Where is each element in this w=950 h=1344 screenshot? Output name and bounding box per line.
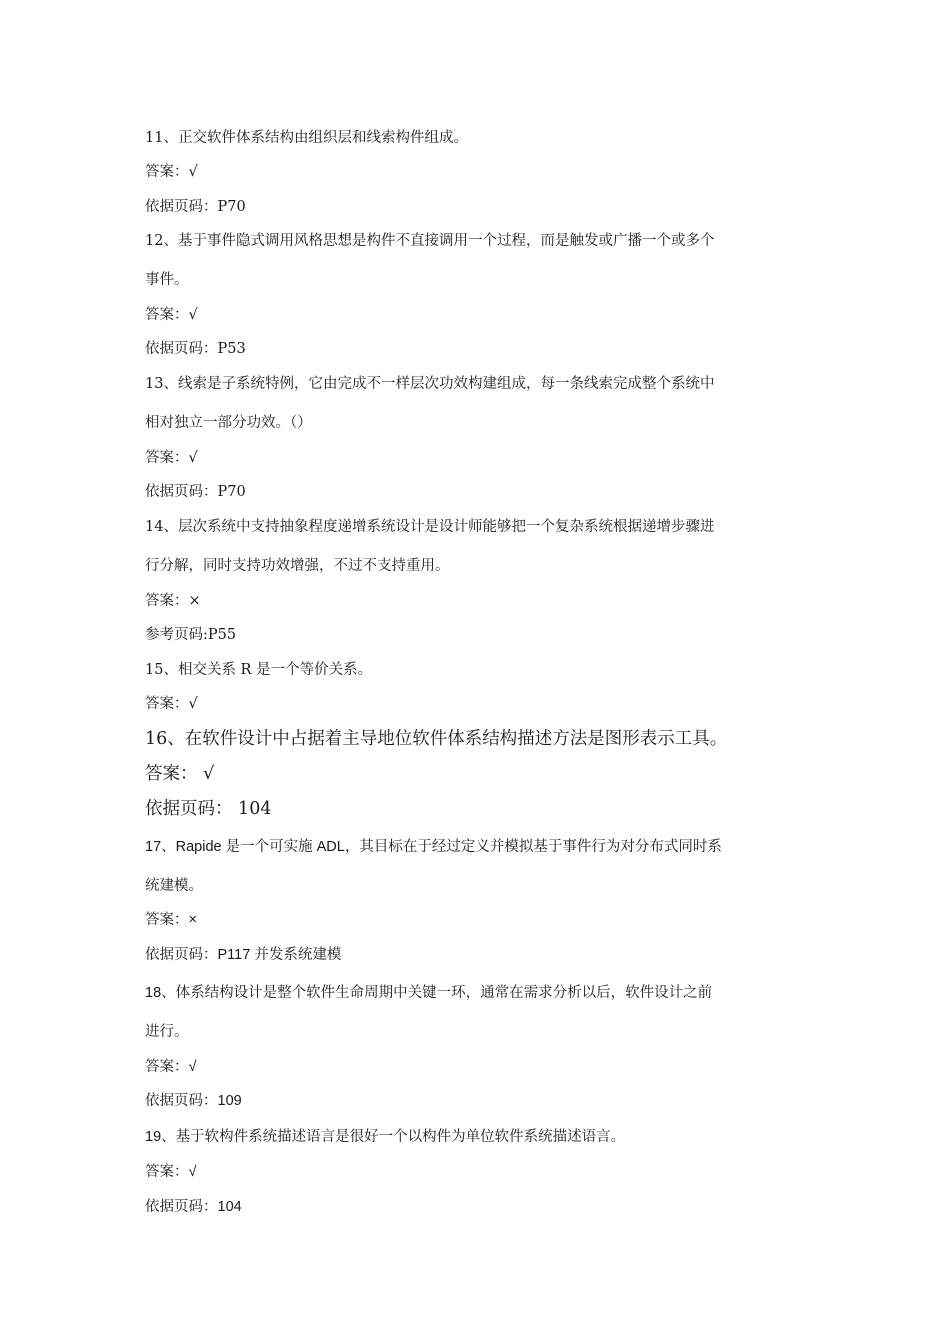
q13-text-line1: 13、线索是子系统特例，它由完成不一样层次功效构建组成，每一条线索完成整个系统中 — [145, 376, 715, 392]
q17-text-line2: 统建模。 — [145, 878, 203, 894]
q17-answer: 答案：× — [145, 912, 197, 928]
q19-text: 19、基于软构件系统描述语言是很好一个以构件为单位软件系统描述语言。 — [145, 1129, 626, 1145]
q19-answer: 答案：√ — [145, 1164, 197, 1180]
q14-text-line1: 14、层次系统中支持抽象程度递增系统设计是设计师能够把一个复杂系统根据递增步骤进 — [145, 519, 715, 535]
q15-answer: 答案：√ — [145, 696, 198, 712]
q12-text-line2: 事件。 — [145, 272, 189, 288]
q11-text: 11、正交软件体系结构由组织层和线索构件组成。 — [145, 130, 468, 146]
q16-page-ref: 依据页码： 104 — [145, 799, 272, 819]
q12-page-ref: 依据页码：P53 — [145, 341, 246, 357]
q13-page-ref: 依据页码：P70 — [145, 484, 246, 500]
q14-page-ref: 参考页码:P55 — [145, 627, 237, 643]
q17-text-line1: 17、Rapide 是一个可实施 ADL，其目标在于经过定义并模拟基于事件行为对分布式同时系 — [145, 839, 722, 855]
q16-answer: 答案： √ — [145, 764, 215, 784]
q11-answer: 答案：√ — [145, 164, 198, 180]
q16-text: 16、在软件设计中占据着主导地位软件体系结构描述方法是图形表示工具。 — [145, 729, 728, 749]
q19-page-ref: 依据页码：104 — [145, 1199, 242, 1215]
q11-page-ref: 依据页码：P70 — [145, 199, 246, 215]
q18-page-ref: 依据页码：109 — [145, 1093, 242, 1109]
q14-answer: 答案：× — [145, 593, 201, 609]
q15-text: 15、相交关系 R 是一个等价关系。 — [145, 662, 373, 678]
q13-text-line2: 相对独立一部分功效。（） — [145, 415, 312, 431]
q18-text-line2: 进行。 — [145, 1024, 189, 1040]
q13-answer: 答案：√ — [145, 450, 198, 466]
q18-text-line1: 18、体系结构设计是整个软件生命周期中关键一环，通常在需求分析以后，软件设计之前 — [145, 985, 713, 1001]
q12-text-line1: 12、基于事件隐式调用风格思想是构件不直接调用一个过程，而是触发或广播一个或多个 — [145, 233, 715, 249]
q14-text-line2: 行分解，同时支持功效增强，不过不支持重用。 — [145, 558, 450, 574]
q18-answer: 答案：√ — [145, 1059, 197, 1075]
q17-page-ref: 依据页码：P117 并发系统建模 — [145, 947, 342, 963]
q12-answer: 答案：√ — [145, 307, 198, 323]
